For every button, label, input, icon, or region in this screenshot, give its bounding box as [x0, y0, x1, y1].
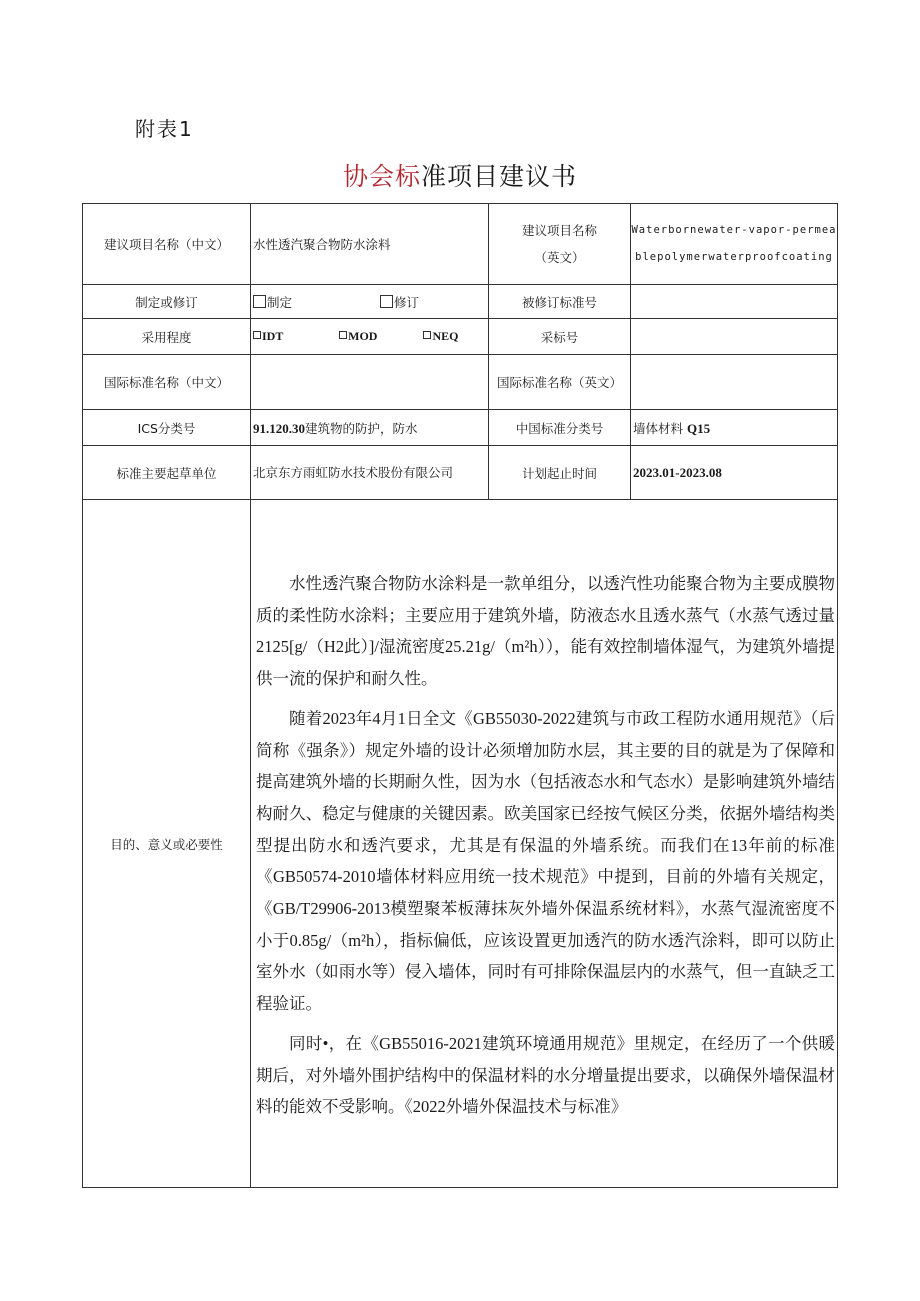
revise-options — [251, 285, 489, 319]
row-intl-std — [83, 355, 838, 410]
value-plan-period[interactable]: 2023.01-2023.08 — [631, 446, 838, 500]
purpose-content[interactable] — [251, 500, 838, 1188]
row-project-name — [83, 204, 838, 285]
proposal-table — [82, 203, 838, 1188]
document-title — [0, 157, 920, 193]
label-ics: ICS分类号 — [83, 410, 251, 446]
label-project-name-cn: 建议项目名称（中文） — [83, 204, 251, 285]
option-neq: NEQ — [432, 329, 459, 343]
title-rest: 准项目建议书 — [421, 162, 578, 191]
value-cn-std-class[interactable] — [631, 410, 838, 446]
label-drafting-unit: 标准主要起草单位 — [83, 446, 251, 500]
value-ics[interactable] — [251, 410, 489, 446]
purpose-paragraph-2: 随着2023年4月1日全文《GB55030-2022建筑与市政工程防水通用规范》（后简称《强条》）规定外墙的设计必须增加防水层，其主要的目的就是为了保障和提高建筑外墙的长期耐久性，因为水（包括液态水和气态水）是影响建筑外墙结构耐久、稳定与健康的关键因素。欧美国家已经按气候区分类，依据外墙结构类型提出防水和透汽要求，尤其是有保温的外墙系统。而我们在13年前的标准《GB50574-2010墙体材料应用统一技术规范》中提到，目前的外墙有关规定，《GB/T29906-2013模塑聚苯板薄抹灰外墙外保温系统材料》，水蒸气湿流密度不小于0.85g/（m²h），指标偏低，应该设置更加透汽的防水透汽涂料，即可以防止室外水（如雨水等）侵入墙体，同时有可排除保温层内的水蒸气，但一直缺乏工程验证。 — [256, 708, 835, 1014]
label-intl-std-cn: 国际标准名称（中文） — [83, 355, 251, 410]
label-project-name-en-line2: （英文） — [534, 250, 585, 265]
checkbox-neq[interactable] — [423, 331, 431, 339]
label-adopt-no: 采标号 — [489, 319, 631, 355]
value-project-name-cn[interactable]: 水性透汽聚合物防水涂料 — [251, 204, 489, 285]
purpose-paragraph-3: 同时•，在《GB55016-2021建筑环境通用规范》里规定，在经历了一个供暖期后，对外墙外围护结构中的保温材料的水分增量提出要求，以确保外墙保温材料的能效不受影响。《2022外墙外保温技术与标准》 — [256, 1033, 835, 1117]
label-purpose: 目的、意义或必要性 — [83, 500, 251, 1188]
row-revise — [83, 285, 838, 319]
label-project-name-en-line1: 建议项目名称 — [521, 223, 597, 238]
option-formulate: 制定 — [267, 294, 293, 310]
ics-text: 建筑物的防护，防水 — [305, 420, 418, 436]
row-purpose — [83, 500, 838, 1188]
value-intl-std-cn[interactable] — [251, 355, 489, 410]
value-revised-std-no[interactable] — [631, 285, 838, 319]
label-revised-std-no: 被修订标准号 — [489, 285, 631, 319]
label-project-name-en — [489, 204, 631, 285]
row-ics — [83, 410, 838, 446]
label-revise: 制定或修订 — [83, 285, 251, 319]
value-drafting-unit[interactable]: 北京东方雨虹防水技术股份有限公司 — [251, 446, 489, 500]
label-plan-period: 计划起止时间 — [489, 446, 631, 500]
option-revise: 修订 — [393, 294, 419, 310]
adopt-options — [251, 319, 489, 355]
cn-std-class-name: 墙体材料 — [633, 420, 684, 436]
ics-code: 91.120.30 — [253, 420, 305, 436]
title-highlight: 协会标 — [342, 162, 421, 191]
option-mod: MOD — [348, 329, 378, 343]
checkbox-mod[interactable] — [339, 331, 347, 339]
purpose-paragraph-1: 水性透汽聚合物防水涂料是一款单组分，以透汽性功能聚合物为主要成膜物质的柔性防水涂料；主要应用于建筑外墙，防液态水且透水蒸气（水蒸气透过量2125[g/（H2此）]/湿流密度25.21g/（m²h）），能有效控制墙体湿气，为建筑外墙提供一流的保护和耐久性。 — [256, 574, 835, 689]
option-idt: IDT — [262, 329, 284, 343]
checkbox-idt[interactable] — [253, 331, 261, 339]
appendix-label: 附表1 — [135, 117, 194, 141]
label-adopt: 采用程度 — [83, 319, 251, 355]
cn-std-class-code: Q15 — [687, 420, 711, 436]
row-drafting-unit — [83, 446, 838, 500]
row-adopt — [83, 319, 838, 355]
value-project-name-en[interactable]: Waterbornewater-vapor-permeablepolymerwaterproofcoating — [631, 204, 838, 285]
value-adopt-no[interactable] — [631, 319, 838, 355]
label-cn-std-class: 中国标准分类号 — [489, 410, 631, 446]
label-intl-std-en: 国际标准名称（英文） — [489, 355, 631, 410]
value-intl-std-en[interactable] — [631, 355, 838, 410]
checkbox-formulate[interactable] — [253, 295, 266, 308]
checkbox-revise[interactable] — [380, 295, 393, 308]
